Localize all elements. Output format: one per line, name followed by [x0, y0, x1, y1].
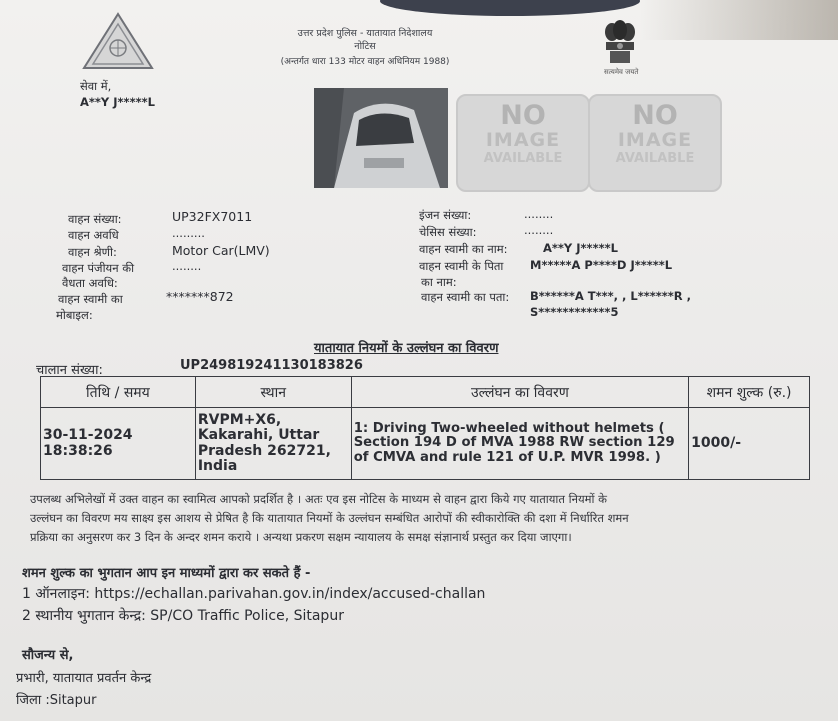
no-image-placeholder-1 — [456, 94, 590, 192]
engine-value: ........ — [524, 207, 554, 221]
father-value: M*****A P****D J*****L — [530, 258, 673, 272]
table-header-row — [41, 377, 810, 408]
place-line-4: India — [197, 457, 238, 474]
mobile-label-1: वाहन स्वामी का — [58, 292, 123, 306]
table-row — [41, 408, 810, 480]
address-value-1: B******A T***, , L******R , — [530, 289, 692, 303]
no-image-placeholder-2 — [588, 94, 722, 192]
corner-shadow — [640, 0, 838, 40]
chassis-label: चेसिस संख्या: — [419, 225, 477, 239]
header-notice: नोटिस — [354, 41, 376, 52]
period-label: वाहन अवधि — [68, 228, 119, 242]
header-authority: उत्तर प्रदेश पुलिस - यातायात निदेशालय — [297, 28, 433, 39]
engine-label: इंजन संख्या: — [419, 208, 472, 222]
validity-value: ........ — [172, 259, 202, 273]
col-place: स्थान — [195, 377, 351, 408]
district: जिला :Sitapur — [16, 693, 97, 708]
notice-line-2: उल्लंघन का विवरण मय साक्ष्य इस आशय से प्रेषित है कि यातायात नियमों के उल्लंघन सम्बंधित आरोपों की स्वीकारोक्ति की दशा में निर्धारित शमन — [30, 511, 629, 525]
no-image-text-1: NO — [500, 100, 546, 131]
place-line-1: RVPM+X6, — [197, 411, 282, 428]
owner-value: A**Y J*****L — [543, 241, 618, 255]
col-date-time: तिथि / समय — [41, 377, 196, 408]
class-value: Motor Car(LMV) — [172, 243, 270, 258]
no-image-text-3: AVAILABLE — [615, 151, 695, 166]
addressee-to: सेवा में, — [80, 79, 112, 93]
desc-line-3: of CMVA and rule 121 of U.P. MVR 1998. ) — [353, 449, 661, 465]
col-fine: शमन शुल्क (रु.) — [689, 377, 810, 408]
reg-value: UP32FX7011 — [172, 209, 253, 224]
payment-online[interactable]: 1 ऑनलाइन: https://echallan.parivahan.gov.in/index/accused-challan — [22, 586, 486, 602]
place-line-3: Pradesh 262721, — [197, 442, 331, 459]
notice-paragraph — [30, 490, 820, 547]
period-value: ......... — [172, 226, 205, 240]
emblem-caption: सत्यमेव जयते — [604, 68, 639, 76]
payment-heading: शमन शुल्क का भुगतान आप इन माध्यमों द्वारा कर सकते हैं - — [22, 566, 311, 581]
no-image-text-2: IMAGE — [617, 129, 693, 151]
courtesy: सौजन्य से, — [22, 648, 74, 663]
desc-line-2: Section 194 D of MVA 1988 RW section 129 — [353, 435, 675, 451]
validity-label-1: वाहन पंजीयन की — [62, 261, 135, 275]
violation-time: 18:38:26 — [43, 442, 113, 459]
father-label-1: वाहन स्वामी के पिता — [419, 259, 504, 273]
officer: प्रभारी, यातायात प्रवर्तन केन्द्र — [16, 671, 152, 686]
addressee-name: A**Y J*****L — [80, 95, 155, 109]
challan-number: UP24981924113018382​6 — [180, 358, 363, 373]
owner-label: वाहन स्वामी का नाम: — [419, 242, 508, 256]
header-act: (अन्तर्गत धारा 133 मोटर वाहन अधिनियम 1988) — [280, 57, 450, 67]
father-label-2: का नाम: — [421, 275, 457, 289]
challan-label: चालान संख्या: — [36, 363, 103, 378]
violation-section-title: यातायात नियमों के उल्लंघन का विवरण — [314, 341, 499, 356]
mobile-value: *******872 — [166, 289, 234, 304]
address-value-2: S************5 — [530, 305, 619, 319]
cell-description — [351, 408, 688, 480]
violation-table — [40, 376, 810, 480]
reg-label: वाहन संख्या: — [68, 212, 122, 226]
traffic-police-logo-icon — [82, 12, 154, 70]
cell-fine: 1000/- — [689, 408, 810, 480]
cell-place — [195, 408, 351, 480]
no-image-text-3: AVAILABLE — [483, 151, 563, 166]
validity-label-2: वैधता अवधि: — [62, 276, 118, 290]
no-image-text-1: NO — [632, 100, 678, 131]
notice-line-1: उपलब्ध अभिलेखों में उक्त वाहन का स्वामित्व आपको प्रदर्शित है । अतः एव इस नोटिस के माध्यम से वाहन द्वारा किये गए यातायात नियमों के — [30, 492, 607, 506]
payment-local: 2 स्थानीय भुगतान केन्द्र: SP/CO Traffic Police, Sitapur — [22, 608, 344, 624]
chassis-value: ........ — [524, 223, 554, 237]
no-image-text-2: IMAGE — [485, 129, 561, 151]
notice-line-3: प्रक्रिया का अनुसरण कर 3 दिन के अन्दर शमन कराये । अन्यथा प्रकरण सक्षम न्यायालय के समक्ष संज्ञानार्थ प्रस्तुत कर दिया जाएगा। — [30, 530, 572, 544]
car-image-icon — [314, 88, 448, 188]
place-line-2: Kakarahi, Uttar — [197, 427, 320, 444]
cell-date-time — [41, 408, 196, 480]
address-label: वाहन स्वामी का पता: — [421, 290, 510, 304]
class-label: वाहन श्रेणी: — [68, 245, 117, 259]
col-description: उल्लंघन का विवरण — [351, 377, 688, 408]
mobile-label-2: मोबाइल: — [56, 308, 93, 322]
violation-date: 30-11-2024 — [43, 427, 133, 444]
vehicle-photo — [314, 88, 448, 188]
desc-line-1: 1: Driving Two-wheeled without helmets ( — [353, 420, 665, 436]
